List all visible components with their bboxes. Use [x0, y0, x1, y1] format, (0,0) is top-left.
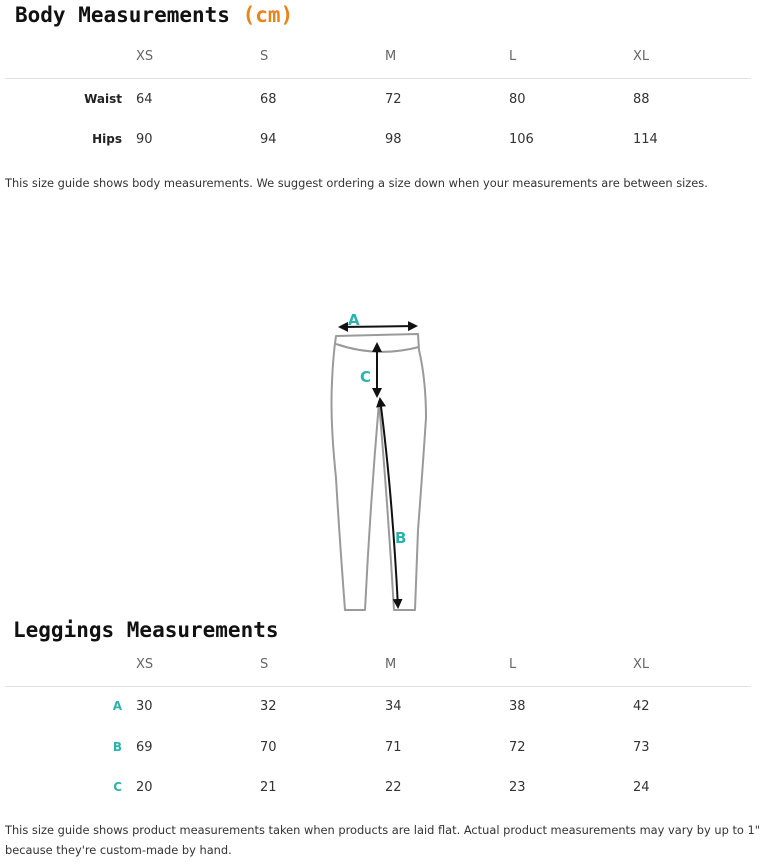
size-header-xs: XS — [136, 657, 154, 672]
body-size-note: This size guide shows body measurements. We suggest ordering a size down when your measurements are between sizes. — [5, 176, 708, 190]
cell: 64 — [136, 92, 153, 107]
cell: 20 — [136, 780, 153, 795]
cell: 38 — [509, 699, 526, 714]
leggings-size-note: This size guide shows product measurements taken when products are laid flat. Actual product measurements may vary by up to 1" because they're custom-made by hand. — [5, 823, 760, 857]
diagram-label-c: C — [360, 368, 372, 386]
size-header-xs: XS — [136, 49, 154, 64]
unit-label: (cm) — [242, 3, 294, 27]
table-divider — [5, 686, 751, 687]
cell: 69 — [136, 740, 153, 755]
row-label-a: A — [112, 699, 122, 713]
cell: 22 — [385, 780, 402, 795]
cell: 98 — [385, 132, 402, 147]
body-measurements-title: Body Measurements — [15, 3, 230, 27]
cell: 42 — [633, 699, 650, 714]
row-label-hips: Hips — [92, 132, 122, 146]
size-header-s: S — [260, 49, 269, 64]
table-divider — [5, 78, 751, 79]
leggings-outline — [332, 334, 427, 610]
cell: 72 — [509, 740, 526, 755]
size-header-m: M — [385, 657, 397, 672]
size-header-l: L — [509, 49, 517, 64]
cell: 72 — [385, 92, 402, 107]
leggings-diagram — [322, 300, 437, 620]
cell: 80 — [509, 92, 526, 107]
cell: 70 — [260, 740, 277, 755]
row-label-waist: Waist — [84, 92, 122, 106]
cell: 90 — [136, 132, 153, 147]
diagram-label-a: A — [348, 311, 360, 329]
cell: 30 — [136, 699, 153, 714]
row-label-b: B — [112, 740, 122, 754]
cell: 88 — [633, 92, 650, 107]
cell: 71 — [385, 740, 402, 755]
size-header-s: S — [260, 657, 269, 672]
leggings-measurements-title: Leggings Measurements — [13, 618, 279, 642]
row-label-c: C — [113, 780, 122, 794]
size-header-xl: XL — [633, 49, 650, 64]
size-header-l: L — [509, 657, 517, 672]
cell: 34 — [385, 699, 402, 714]
size-header-xl: XL — [633, 657, 650, 672]
cell: 114 — [633, 132, 658, 147]
diagram-label-b: B — [395, 529, 407, 547]
cell: 94 — [260, 132, 277, 147]
cell: 106 — [509, 132, 534, 147]
cell: 68 — [260, 92, 277, 107]
cell: 32 — [260, 699, 277, 714]
cell: 23 — [509, 780, 526, 795]
cell: 24 — [633, 780, 650, 795]
cell: 73 — [633, 740, 650, 755]
size-header-m: M — [385, 49, 397, 64]
body-measurements-heading — [15, 3, 293, 27]
cell: 21 — [260, 780, 277, 795]
